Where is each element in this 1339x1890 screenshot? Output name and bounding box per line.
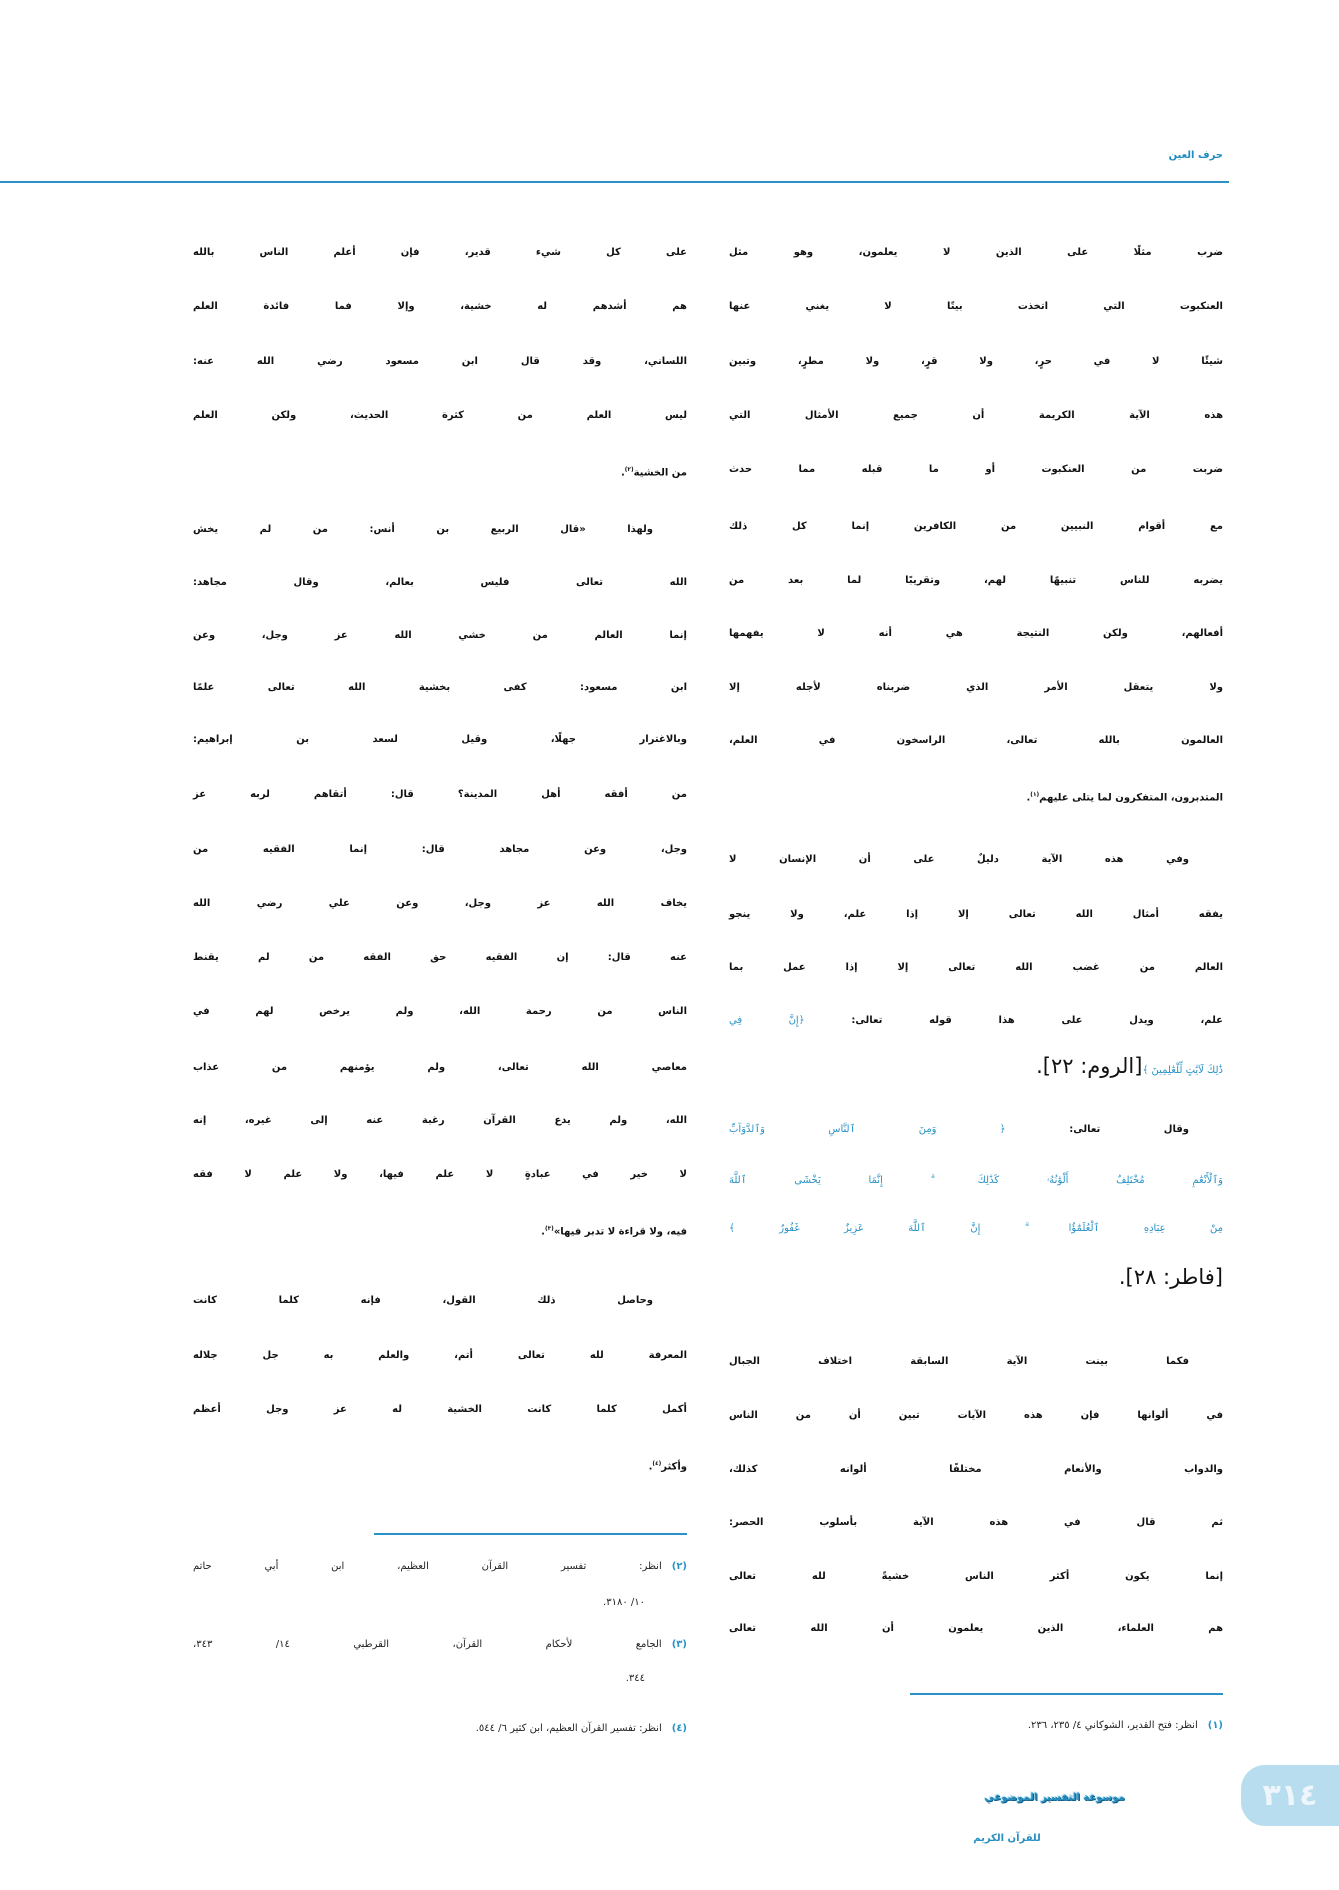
text-line (729, 996, 1223, 1046)
text-line (193, 1150, 687, 1200)
footnote-number: (٢) (671, 1561, 687, 1572)
footnote-text: ٣٤٤. (625, 1673, 645, 1684)
text-line (729, 770, 1223, 820)
text-line (193, 933, 687, 983)
line-text: يخاف الله عز وجل، وعن علي رضي الله (193, 898, 687, 909)
line-text: لا خير في عبادةٍ لا علم فيها، ولا علم لا فقه (193, 1169, 687, 1180)
quran-text: وَٱلْأَنْعَٰمِ مُخْتَلِفٌ أَلْوَٰنُهُۥ كَذَٰلِكَ ۗ إِنَّمَا يَخْشَى ٱللَّهَ (729, 1175, 1223, 1186)
line-text: أكمل كلما كانت الخشية له عز وجل أعظم (193, 1404, 687, 1415)
footnote-marker: (١) (1030, 792, 1040, 798)
line-text: العالم من غضب الله تعالى إلا إذا عمل بما (729, 962, 1223, 973)
footnote (729, 1708, 1223, 1744)
line-text: اللساني، وقد قال ابن مسعود رضي الله عنه: (193, 356, 687, 367)
line-text: من أفقه أهل المدينة؟ قال: أتقاهم لربه عز (193, 789, 687, 800)
line-text: على كل شيء قدير، فإن أعلم الناس بالله (193, 247, 687, 258)
line-text: عنه قال: إن الفقيه حق الفقه من لم يقنط (193, 952, 687, 963)
line-text: وجل، وعن مجاهد قال: إنما الفقيه من (193, 844, 687, 855)
footnote-text: الجامع لأحكام القرآن، القرطبي ١٤/ ٣٤٣، (193, 1639, 662, 1650)
text-line (729, 716, 1223, 766)
text-line (193, 391, 687, 441)
text-line (729, 1445, 1223, 1495)
text-line (729, 663, 1223, 713)
line-text: مع أقوام النبيين من الكافرين إنما كل ذلك (729, 521, 1223, 532)
line-text: إنما يكون أكثر الناس خشيةً لله تعالى (729, 1571, 1223, 1582)
line-text: ثم قال في هذه الآية بأسلوب الحصر: (729, 1517, 1223, 1528)
footnote-rule (374, 1533, 687, 1535)
line-text: العنكبوت التي اتخذت بيتًا لا يغني عنها (729, 301, 1223, 312)
quran-text: ﴿ وَمِنَ ٱلنَّاسِ وَٱلدَّوَآبِّ (729, 1124, 1006, 1135)
text-line (729, 228, 1223, 278)
text-line (193, 1043, 687, 1093)
logo-title: موسوعة التفسير الموضوعي (984, 1792, 1125, 1803)
text-line (193, 770, 687, 820)
right-column (729, 0, 1223, 1890)
text-line (729, 1498, 1223, 1548)
text-line (729, 337, 1223, 387)
text-line (193, 1276, 687, 1326)
line-text: الناس من رحمة الله، ولم يرخص لهم في (193, 1006, 687, 1017)
text-line (729, 556, 1223, 606)
text-line (729, 1252, 1223, 1302)
line-text: ولهذا «قال الربيع بن أنس: من لم يخش (193, 524, 653, 535)
text-line (193, 611, 687, 661)
page-header-title: حرف العين (1168, 150, 1223, 161)
text-line (193, 1331, 687, 1381)
line-text: المتدبرون، المتفكرون لما يتلى عليهم (1039, 792, 1223, 804)
footnote-continuation (193, 1585, 687, 1621)
footnote-text: انظر: تفسير القرآن العظيم، ابن كثير ٦/ ٥٤٤. (475, 1723, 662, 1734)
line-text: ضربت من العنكبوت أو ما قبله مما حدث (729, 464, 1223, 475)
footnote-number: (٣) (671, 1639, 687, 1650)
quran-text: مِنْ عِبَادِهِ ٱلْعُلَمَٰٓؤُا ۗ إِنَّ ٱللَّهَ عَزِيزٌ غَفُورٌ ﴾ (729, 1223, 1223, 1234)
footnote-marker: (٤) (652, 1461, 662, 1467)
line-text: أفعالهم، ولكن النتيجة هي أنه لا يفهمها (729, 628, 1223, 639)
text-line (193, 663, 687, 713)
quran-text: ذَٰلِكَ لَآيَٰتٍ لِّلْعَٰلِمِينَ ﴾ (1142, 1065, 1223, 1076)
footnote (193, 1627, 687, 1663)
footnote-marker: (٢) (624, 467, 634, 473)
text-line (729, 609, 1223, 659)
line-text: هم أشدهم له خشية، وإلا فما فائدة العلم (193, 301, 687, 312)
line-text: وحاصل ذلك القول، فإنه كلما كانت (193, 1295, 653, 1306)
line-end: . (1026, 792, 1031, 804)
text-line (729, 1156, 1223, 1206)
footnote-rule (910, 1693, 1223, 1695)
text-line (193, 1096, 687, 1146)
text-line (729, 943, 1223, 993)
footnote-continuation (193, 1661, 687, 1697)
footnote (193, 1549, 687, 1585)
line-text: هذه الآية الكريمة أن جميع الأمثال التي (729, 410, 1223, 421)
quran-text: ﴿إِنَّ فِي (729, 1015, 805, 1026)
text-line (193, 337, 687, 387)
text-line (729, 1105, 1223, 1155)
footnote-text: انظر: فتح القدير، الشوكاني ٤/ ٢٣٥، ٢٣٦. (1027, 1720, 1198, 1731)
text-line (193, 1204, 687, 1254)
line-text: وفي هذه الآية دليلٌ على أن الإنسان لا (729, 854, 1189, 865)
line-text: العالمون بالله تعالى، الراسخون في العلم، (729, 735, 1223, 746)
footnote-text: ١٠/ ٣١٨٠. (603, 1597, 645, 1608)
text-line (729, 1604, 1223, 1654)
text-line (193, 1439, 687, 1489)
line-text: علم، ويدل على هذا قوله تعالى: (804, 1015, 1224, 1026)
text-line (193, 282, 687, 332)
line-end: . (620, 467, 625, 479)
line-end: . (648, 1461, 653, 1473)
line-text: من الخشية (633, 467, 687, 479)
text-line (729, 282, 1223, 332)
line-text: وقال تعالى: (1005, 1124, 1189, 1135)
verse-reference: [الروم: ٢٢]. (1036, 1054, 1143, 1078)
line-text: الله تعالى فليس بعالم، وقال مجاهد: (193, 577, 687, 588)
text-line (729, 1552, 1223, 1602)
line-text: فكما بينت الآية السابقة اختلاف الجبال (729, 1356, 1189, 1367)
text-line (729, 835, 1223, 885)
text-line (193, 1385, 687, 1435)
line-text: الله، ولم يدع القرآن رغبة عنه إلى غيره، إنه (193, 1115, 687, 1126)
line-text: المعرفة لله تعالى أتم، والعلم به جل جلاله (193, 1350, 687, 1361)
line-text: إنما العالم من خشي الله عز وجل، وعن (193, 630, 687, 641)
text-line (729, 445, 1223, 495)
text-line (193, 715, 687, 765)
left-column (193, 0, 687, 1890)
line-text: يضربه للناس تنبيهًا لهم، وتقريبًا لما بعد من (729, 575, 1223, 586)
text-line (193, 228, 687, 278)
encyclopedia-logo (892, 1770, 1217, 1856)
line-text: وأكثر (661, 1461, 687, 1473)
footnote-number: (١) (1207, 1720, 1223, 1731)
footnote-marker: (٣) (544, 1226, 554, 1232)
logo-subtitle: للقرآن الكريم (973, 1833, 1041, 1844)
text-line (193, 987, 687, 1037)
line-text: شيئًا لا في حرٍ، ولا قرٍ، ولا مطرٍ، وتبين (729, 356, 1223, 367)
text-line (729, 1204, 1223, 1254)
text-line (729, 502, 1223, 552)
text-line (193, 825, 687, 875)
text-line (729, 890, 1223, 940)
verse-reference: [فاطر: ٢٨]. (1118, 1265, 1223, 1289)
text-line (729, 1391, 1223, 1441)
footnote (193, 1711, 687, 1747)
line-end: . (541, 1226, 545, 1238)
footnote-number: (٤) (671, 1723, 687, 1734)
text-line (729, 391, 1223, 441)
footnote-text: انظر: تفسير القرآن العظيم، ابن أبي حاتم (193, 1561, 662, 1572)
text-line (729, 1337, 1223, 1387)
line-text: فيه، ولا قراءة لا تدبر فيها» (553, 1226, 687, 1238)
page-number: ٣١٤ (1241, 1765, 1339, 1826)
text-line (729, 1041, 1223, 1091)
text-line (193, 879, 687, 929)
line-text: ولا يتعقل الأمر الذي ضربناه لأجله إلا (729, 682, 1223, 693)
text-line (193, 445, 687, 495)
line-text: يفقه أمثال الله تعالى إلا إذا علم، ولا ينجو (729, 909, 1223, 920)
text-line (193, 505, 687, 555)
line-text: والدواب والأنعام مختلفًا ألوانه كذلك، (729, 1464, 1223, 1475)
line-text: وبالاغترار جهلًا، وقيل لسعد بن إبراهيم: (193, 734, 687, 745)
line-text: ابن مسعود: كفى بخشية الله تعالى علمًا (193, 682, 687, 693)
line-text: هم العلماء، الذين يعلمون أن الله تعالى (729, 1623, 1223, 1634)
line-text: معاصي الله تعالى، ولم يؤمنهم من عذاب (193, 1062, 687, 1073)
line-text: ضرب مثلًا على الذين لا يعلمون، وهو مثل (729, 247, 1223, 258)
line-text: في ألوانها فإن هذه الآيات تبين أن من الناس (729, 1410, 1223, 1421)
text-line (193, 558, 687, 608)
line-text: ليس العلم من كثرة الحديث، ولكن العلم (193, 410, 687, 421)
